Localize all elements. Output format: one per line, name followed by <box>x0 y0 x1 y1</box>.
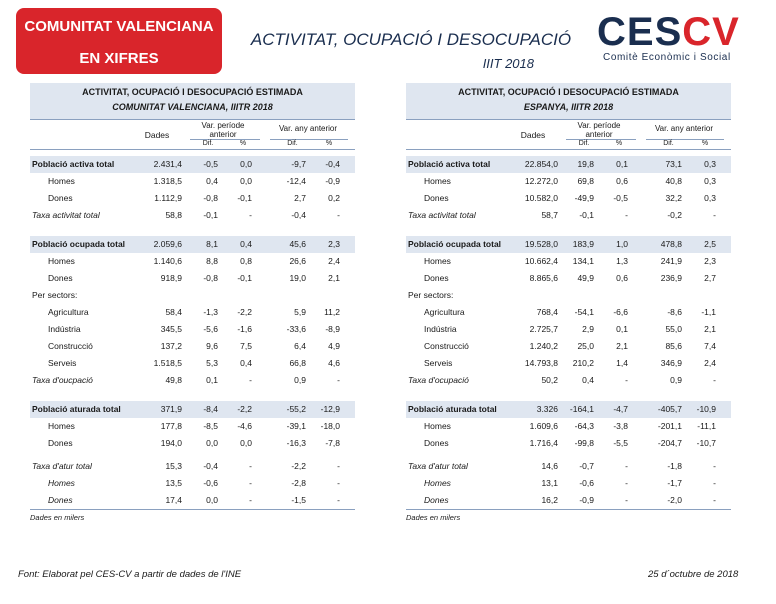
row-label: Dones <box>424 193 449 203</box>
row-label: Població activa total <box>32 159 115 169</box>
row-value: 0,6 <box>616 273 628 283</box>
table-row <box>30 173 355 190</box>
row-value: 0,6 <box>616 176 628 186</box>
row-value: -55,2 <box>286 404 306 414</box>
table-row <box>30 190 355 207</box>
row-value: 11,2 <box>324 307 340 317</box>
table-row <box>30 287 355 304</box>
row-value: 25,0 <box>577 341 594 351</box>
row-value: 4,9 <box>328 341 340 351</box>
row-value: 8,1 <box>206 239 218 249</box>
row-value: 346,9 <box>660 358 682 368</box>
row-label: Agricultura <box>48 307 89 317</box>
row-value: 371,9 <box>160 404 182 414</box>
row-value: -11,1 <box>697 421 716 431</box>
table-row <box>30 253 355 270</box>
table-row <box>406 173 731 190</box>
row-value: -0,1 <box>579 210 594 220</box>
row-label: Taxa d'ocupació <box>408 375 469 385</box>
row-label: Població ocupada total <box>408 239 502 249</box>
table-row <box>406 338 731 355</box>
row-value: 2,4 <box>704 358 716 368</box>
row-value: 73,1 <box>665 159 682 169</box>
row-value: 19,0 <box>289 273 306 283</box>
row-value: 194,0 <box>160 438 182 448</box>
row-value: -201,1 <box>657 421 682 431</box>
row-label: Dones <box>424 495 449 505</box>
row-value: -0,8 <box>203 193 218 203</box>
row-value: 49,8 <box>165 375 182 385</box>
table-row <box>30 236 355 253</box>
row-value: - <box>249 461 252 471</box>
row-value: 13,5 <box>165 478 182 488</box>
table-row <box>406 207 731 224</box>
row-value: 5,9 <box>294 307 306 317</box>
row-value: 1,0 <box>616 239 628 249</box>
row-value: -0,2 <box>667 210 682 220</box>
row-label: Dones <box>424 273 449 283</box>
units-note: Dades en milers <box>30 513 85 522</box>
row-value: 3.326 <box>536 404 558 414</box>
row-value: -9,7 <box>291 159 306 169</box>
row-value: 2,7 <box>294 193 306 203</box>
divider <box>30 509 355 510</box>
row-value: 40,8 <box>665 176 682 186</box>
panel-comunitat-valenciana <box>30 83 355 522</box>
row-label: Homes <box>48 256 75 266</box>
col-pct-year: % <box>325 140 333 147</box>
row-value: 5,3 <box>206 358 218 368</box>
row-label: Serveis <box>48 358 77 368</box>
row-value: - <box>713 375 716 385</box>
row-value: 0,0 <box>240 438 252 448</box>
row-value: -0,8 <box>203 273 218 283</box>
row-value: 134,1 <box>572 256 594 266</box>
row-value: -204,7 <box>657 438 682 448</box>
row-value: 2,3 <box>328 239 340 249</box>
row-value: -5,6 <box>203 324 218 334</box>
row-value: -54,1 <box>574 307 594 317</box>
row-value: -405,7 <box>657 404 682 414</box>
panel-subtitle: COMUNITAT VALENCIANA, IIITR 2018 <box>112 102 273 112</box>
row-label: Dones <box>48 495 73 505</box>
row-value: -2,0 <box>667 495 682 505</box>
row-value: -12,9 <box>320 404 340 414</box>
row-value: 55,0 <box>665 324 682 334</box>
row-value: 918,9 <box>160 273 182 283</box>
row-value: -0,4 <box>325 159 340 169</box>
row-value: -1,8 <box>667 461 682 471</box>
row-value: 0,1 <box>616 159 628 169</box>
cescv-logo <box>597 10 757 64</box>
panel-subtitle: ESPANYA, IIITR 2018 <box>523 102 614 112</box>
row-value: 0,8 <box>240 256 252 266</box>
row-value: -39,1 <box>286 421 306 431</box>
row-value: 2,7 <box>704 273 716 283</box>
row-value: 8,8 <box>206 256 218 266</box>
row-value: -5,5 <box>613 438 628 448</box>
row-value: 1.518,5 <box>153 358 182 368</box>
row-label: Taxa activitat total <box>32 210 100 220</box>
row-value: -1,5 <box>291 495 306 505</box>
row-label: Homes <box>48 421 75 431</box>
table-row <box>406 372 731 389</box>
col-dif-year: Dif. <box>287 140 298 147</box>
row-value: -6,6 <box>613 307 628 317</box>
table-row <box>30 304 355 321</box>
row-label: Construcció <box>424 341 469 351</box>
row-value: -0,9 <box>579 495 594 505</box>
table-row <box>30 492 355 509</box>
row-value: 49,9 <box>577 273 594 283</box>
row-value: - <box>625 478 628 488</box>
table-row <box>406 190 731 207</box>
col-dif-period: Dif. <box>202 140 214 147</box>
panel-title: ACTIVITAT, OCUPACIÓ I DESOCUPACIÓ ESTIMADA <box>458 87 679 97</box>
table-row <box>30 458 355 475</box>
row-value: 22.854,0 <box>524 159 558 169</box>
row-label: Construcció <box>48 341 93 351</box>
row-label: Indústria <box>424 324 457 334</box>
row-value: -2,2 <box>237 404 252 414</box>
row-value: 10.662,4 <box>524 256 558 266</box>
row-value: 8.865,6 <box>529 273 558 283</box>
table-row <box>406 236 731 253</box>
table-row <box>30 338 355 355</box>
table-row <box>30 270 355 287</box>
row-value: 0,9 <box>294 375 306 385</box>
row-value: 0,0 <box>206 495 218 505</box>
row-value: 85,6 <box>665 341 682 351</box>
row-value: - <box>713 461 716 471</box>
page-title: ACTIVITAT, OCUPACIÓ I DESOCUPACIÓ <box>250 30 572 49</box>
row-value: 16,2 <box>541 495 558 505</box>
row-value: 13,1 <box>541 478 558 488</box>
logo-tagline: Comitè Econòmic i Social <box>603 52 731 63</box>
row-value: 1,4 <box>616 358 628 368</box>
page-subtitle: IIIT 2018 <box>482 56 534 71</box>
table-row <box>30 156 355 173</box>
badge-line-2: EN XIFRES <box>79 50 159 67</box>
row-value: 19.528,0 <box>524 239 558 249</box>
row-label: Agricultura <box>424 307 465 317</box>
row-value: -99,8 <box>574 438 594 448</box>
row-value: -12,4 <box>286 176 306 186</box>
row-value: 0,9 <box>670 375 682 385</box>
row-value: -10,9 <box>696 404 716 414</box>
row-label: Homes <box>48 176 75 186</box>
row-label: Taxa d'oucpació <box>32 375 93 385</box>
region-badge <box>16 8 222 74</box>
row-value: 45,6 <box>289 239 306 249</box>
row-value: 2.059,6 <box>153 239 182 249</box>
row-value: 0,3 <box>704 193 716 203</box>
row-value: -0,5 <box>203 159 218 169</box>
row-value: 2,4 <box>328 256 340 266</box>
row-value: 2,9 <box>582 324 594 334</box>
row-value: -0,9 <box>325 176 340 186</box>
logo-wordmark: CESCV <box>597 10 740 54</box>
row-value: -8,9 <box>325 324 340 334</box>
table-row <box>406 253 731 270</box>
row-value: -16,3 <box>286 438 306 448</box>
row-value: 0,3 <box>704 159 716 169</box>
row-value: 0,0 <box>206 438 218 448</box>
row-label: Homes <box>424 176 451 186</box>
col-var-year: Var. any anterior <box>278 124 338 133</box>
row-value: 478,8 <box>660 239 682 249</box>
row-value: 1.140,6 <box>153 256 182 266</box>
row-value: 10.582,0 <box>524 193 558 203</box>
row-value: - <box>249 478 252 488</box>
panel-header <box>406 83 731 120</box>
row-value: -0,4 <box>203 461 218 471</box>
row-value: -2,2 <box>237 307 252 317</box>
table-row <box>406 287 731 304</box>
row-value: - <box>337 478 340 488</box>
row-value: -33,6 <box>286 324 306 334</box>
row-value: 2,1 <box>328 273 340 283</box>
row-label: Homes <box>424 421 451 431</box>
table-row <box>406 418 731 435</box>
table-row <box>30 418 355 435</box>
row-label: Dones <box>48 438 73 448</box>
row-value: 69,8 <box>577 176 594 186</box>
col-dif-period: Dif. <box>578 140 590 147</box>
table-row <box>406 475 731 492</box>
row-value: -8,5 <box>203 421 218 431</box>
row-value: 0,3 <box>704 176 716 186</box>
column-headers <box>30 120 355 150</box>
table-row <box>30 475 355 492</box>
row-value: - <box>625 375 628 385</box>
row-value: -0,1 <box>237 193 252 203</box>
row-value: 15,3 <box>165 461 182 471</box>
row-value: 14.793,8 <box>524 358 558 368</box>
col-pct-period: % <box>615 140 623 147</box>
row-value: -7,8 <box>325 438 340 448</box>
row-value: -164,1 <box>569 404 594 414</box>
row-value: 26,6 <box>289 256 306 266</box>
row-value: -49,9 <box>574 193 594 203</box>
row-value: 58,8 <box>165 210 182 220</box>
row-value: 768,4 <box>536 307 558 317</box>
panel-header <box>30 83 355 120</box>
row-value: - <box>337 495 340 505</box>
row-value: -1,7 <box>667 478 682 488</box>
row-value: 183,9 <box>572 239 594 249</box>
row-value: 6,4 <box>294 341 306 351</box>
row-value: 58,7 <box>541 210 558 220</box>
row-value: - <box>713 478 716 488</box>
units-note: Dades en milers <box>406 513 461 522</box>
row-value: 1.609,6 <box>529 421 558 431</box>
table-row <box>406 156 731 173</box>
row-value: -2,8 <box>291 478 306 488</box>
table-row <box>30 401 355 418</box>
row-label: Homes <box>48 478 75 488</box>
row-value: -4,7 <box>613 404 628 414</box>
table-row <box>406 401 731 418</box>
row-value: - <box>713 210 716 220</box>
row-value: 1.716,4 <box>529 438 558 448</box>
row-value: 17,4 <box>165 495 182 505</box>
row-value: 2.725,7 <box>529 324 558 334</box>
row-value: 0,0 <box>240 159 252 169</box>
row-value: - <box>625 495 628 505</box>
row-value: 345,5 <box>160 324 182 334</box>
row-value: -0,6 <box>203 478 218 488</box>
row-value: -0,1 <box>203 210 218 220</box>
row-value: 4,6 <box>328 358 340 368</box>
panel-title: ACTIVITAT, OCUPACIÓ I DESOCUPACIÓ ESTIMADA <box>82 87 303 97</box>
row-value: - <box>625 210 628 220</box>
source-note: Font: Elaborat pel CES-CV a partir de dades de l'INE <box>18 569 242 580</box>
row-value: 1.318,5 <box>153 176 182 186</box>
table-row <box>30 207 355 224</box>
row-value: - <box>337 461 340 471</box>
col-var-year: Var. any anterior <box>654 124 714 133</box>
row-value: 1.240,2 <box>529 341 558 351</box>
row-value: -1,6 <box>237 324 252 334</box>
col-dades: Dades <box>144 130 170 140</box>
panel-espanya <box>406 83 731 522</box>
row-value: 2.431,4 <box>153 159 182 169</box>
row-value: 1,3 <box>616 256 628 266</box>
row-value: 177,8 <box>160 421 182 431</box>
row-value: - <box>713 495 716 505</box>
row-label: Homes <box>424 256 451 266</box>
row-value: -0,6 <box>579 478 594 488</box>
publication-date: 25 d´octubre de 2018 <box>648 569 739 580</box>
row-value: -0,7 <box>579 461 594 471</box>
row-label: Població ocupada total <box>32 239 126 249</box>
row-value: 9,6 <box>206 341 218 351</box>
col-pct-period: % <box>239 140 247 147</box>
row-value: -1,1 <box>701 307 716 317</box>
table-row <box>406 435 731 452</box>
row-value: 0,1 <box>616 324 628 334</box>
badge-line-1: COMUNITAT VALENCIANA <box>24 18 214 35</box>
row-value: -0,4 <box>291 210 306 220</box>
row-label: Taxa activitat total <box>408 210 476 220</box>
row-value: 19,8 <box>577 159 594 169</box>
row-value: 14,6 <box>541 461 558 471</box>
row-value: - <box>625 461 628 471</box>
table-row <box>406 458 731 475</box>
row-label: Homes <box>424 478 451 488</box>
table-row <box>406 492 731 509</box>
row-value: - <box>249 210 252 220</box>
row-value: -4,6 <box>237 421 252 431</box>
row-value: -8,4 <box>203 404 218 414</box>
row-value: 0,2 <box>328 193 340 203</box>
row-value: 236,9 <box>660 273 682 283</box>
row-value: 66,8 <box>289 358 306 368</box>
row-value: -8,6 <box>667 307 682 317</box>
row-label: Serveis <box>424 358 453 368</box>
row-label: Taxa d'atur total <box>32 461 92 471</box>
row-value: 7,4 <box>704 341 716 351</box>
row-value: 0,1 <box>206 375 218 385</box>
row-label: Per sectors: <box>32 290 78 300</box>
row-value: -18,0 <box>320 421 340 431</box>
table-row <box>30 321 355 338</box>
row-value: - <box>249 375 252 385</box>
table-row <box>406 304 731 321</box>
row-value: 0,4 <box>240 358 252 368</box>
col-dades: Dades <box>520 130 546 140</box>
row-label: Taxa d'atur total <box>408 461 468 471</box>
row-value: - <box>337 210 340 220</box>
row-value: 0,4 <box>206 176 218 186</box>
row-value: 32,2 <box>665 193 682 203</box>
row-value: 1.112,9 <box>154 193 182 203</box>
divider <box>406 509 731 510</box>
row-label: Dones <box>48 193 73 203</box>
row-value: 241,9 <box>660 256 682 266</box>
row-value: 0,4 <box>582 375 594 385</box>
row-value: 12.272,0 <box>524 176 558 186</box>
row-value: 210,2 <box>572 358 594 368</box>
column-headers <box>406 120 731 150</box>
row-value: - <box>337 375 340 385</box>
table-row <box>30 435 355 452</box>
col-pct-year: % <box>701 140 709 147</box>
row-value: 2,3 <box>704 256 716 266</box>
row-label: Dones <box>424 438 449 448</box>
row-value: - <box>249 495 252 505</box>
table-row <box>406 355 731 372</box>
row-label: Indústria <box>48 324 81 334</box>
row-label: Població aturada total <box>32 404 121 414</box>
col-var-period: Var. període anterior <box>201 121 245 139</box>
row-label: Població aturada total <box>408 404 497 414</box>
table-row <box>30 372 355 389</box>
row-value: -1,3 <box>203 307 218 317</box>
row-value: 137,2 <box>160 341 182 351</box>
row-label: Població activa total <box>408 159 491 169</box>
row-value: 0,4 <box>240 239 252 249</box>
row-value: -0,1 <box>237 273 252 283</box>
table-row <box>30 355 355 372</box>
row-value: -2,2 <box>291 461 306 471</box>
row-value: 0,0 <box>240 176 252 186</box>
col-dif-year: Dif. <box>663 140 674 147</box>
row-value: 2,1 <box>704 324 716 334</box>
row-value: -0,5 <box>613 193 628 203</box>
row-value: 2,1 <box>616 341 628 351</box>
row-value: 7,5 <box>240 341 252 351</box>
row-value: -3,8 <box>613 421 628 431</box>
row-value: 58,4 <box>165 307 182 317</box>
row-value: 2,5 <box>704 239 716 249</box>
row-label: Dones <box>48 273 73 283</box>
row-value: 50,2 <box>541 375 558 385</box>
col-var-period: Var. període anterior <box>577 121 621 139</box>
table-row <box>406 270 731 287</box>
row-label: Per sectors: <box>408 290 454 300</box>
row-value: -64,3 <box>574 421 594 431</box>
table-row <box>406 321 731 338</box>
row-value: -10,7 <box>696 438 716 448</box>
